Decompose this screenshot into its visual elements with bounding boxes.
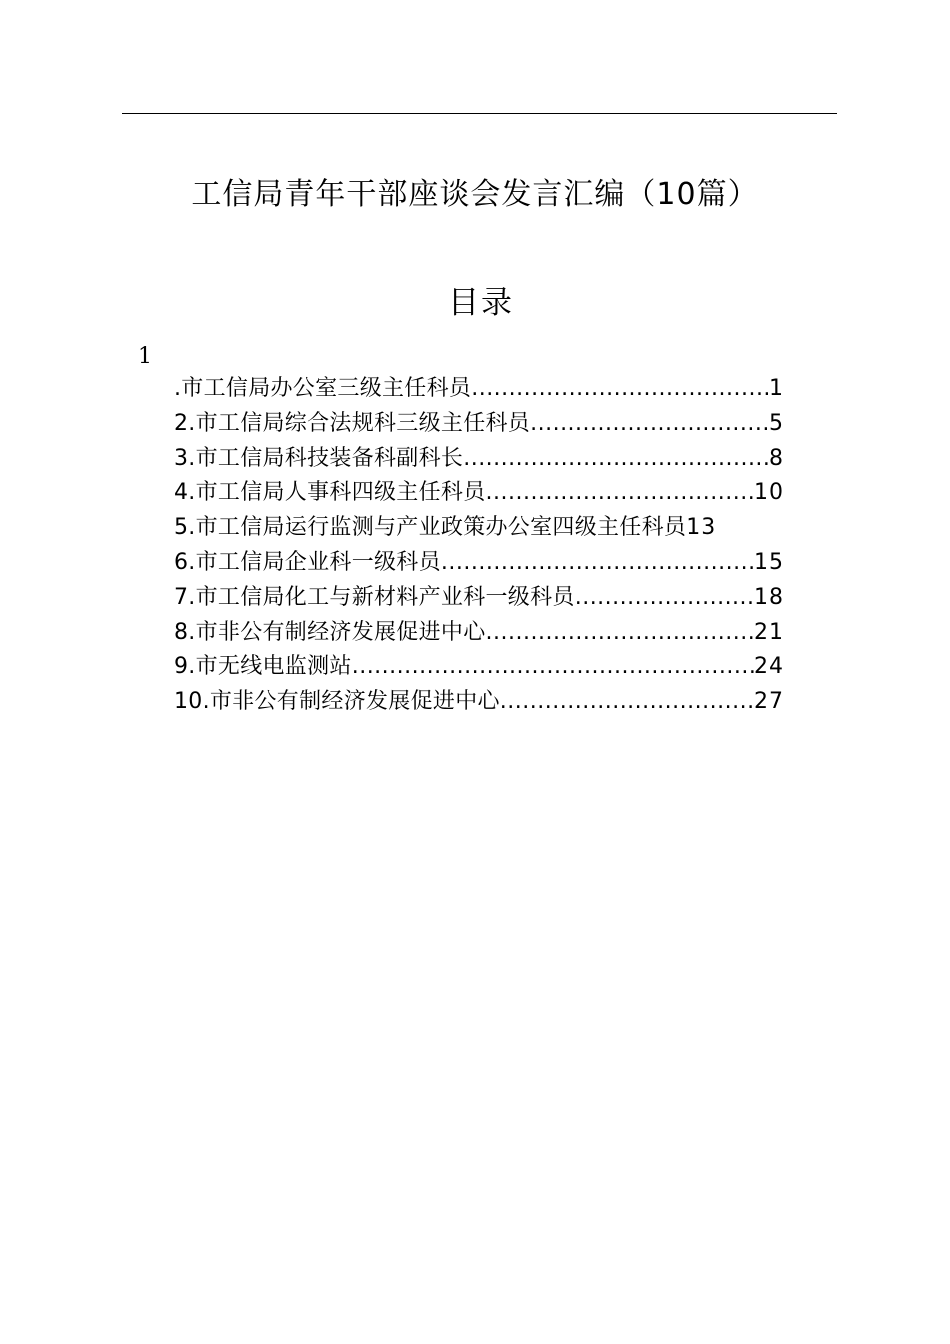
toc-dot-leader [500,685,754,720]
toc-entry-4[interactable] [174,476,794,511]
toc-entry-title: 9.市无线电监测站 [174,654,352,680]
toc-dot-leader [441,546,754,581]
toc-entry-9[interactable] [174,650,794,685]
toc-entry-title: 2.市工信局综合法规科三级主任科员 [174,410,531,436]
toc-entry-10[interactable] [174,685,794,720]
toc-dot-leader [463,442,769,477]
toc-entry-page: 5 [769,410,784,436]
toc-entry-page: 15 [754,549,784,575]
toc-entry-page: 8 [769,445,784,471]
toc-stray-number: 1 [138,344,152,369]
toc-entry-title: 10.市非公有制经济发展促进中心 [174,689,500,715]
toc-entry-1[interactable] [174,372,794,407]
toc-entry-page: 1 [769,376,784,401]
toc-entry-title: 5.市工信局运行监测与产业政策办公室四级主任科员 [174,515,687,541]
toc-dot-leader [471,372,769,407]
toc-entry-page: 10 [754,480,784,506]
toc-entry-title: 6.市工信局企业科一级科员 [174,549,441,575]
toc-dot-leader [530,407,769,442]
toc-entry-8[interactable] [174,616,794,651]
toc-entry-page: 27 [754,689,784,715]
toc-entry-title: 8.市非公有制经济发展促进中心 [174,619,486,645]
toc-entry-title: 3.市工信局科技装备科副科长 [174,445,464,471]
toc-entry-title: .市工信局办公室三级主任科员 [174,376,472,401]
toc-entry-5[interactable] [174,511,794,546]
toc-entry-page: 18 [754,584,784,610]
toc-dot-leader [486,616,755,651]
header-rule [122,113,837,114]
toc-entry-page: 13 [686,515,717,541]
toc-entry-7[interactable] [174,581,794,616]
toc-entry-title: 4.市工信局人事科四级主任科员 [174,480,486,506]
toc-entry-title: 7.市工信局化工与新材料产业科一级科员 [174,584,575,610]
toc-entry-page: 21 [754,619,784,645]
toc-entry-2[interactable] [174,407,794,442]
toc-entry-3[interactable] [174,442,794,477]
toc-dot-leader [352,650,754,685]
document-title: 工信局青年干部座谈会发言汇编（10篇） [191,177,759,212]
toc-entry-6[interactable] [174,546,794,581]
table-of-contents [174,372,794,720]
toc-dot-leader [486,476,755,511]
toc-entry-page: 24 [754,654,784,680]
toc-dot-leader [575,581,754,616]
toc-heading: 目录 [448,285,514,321]
